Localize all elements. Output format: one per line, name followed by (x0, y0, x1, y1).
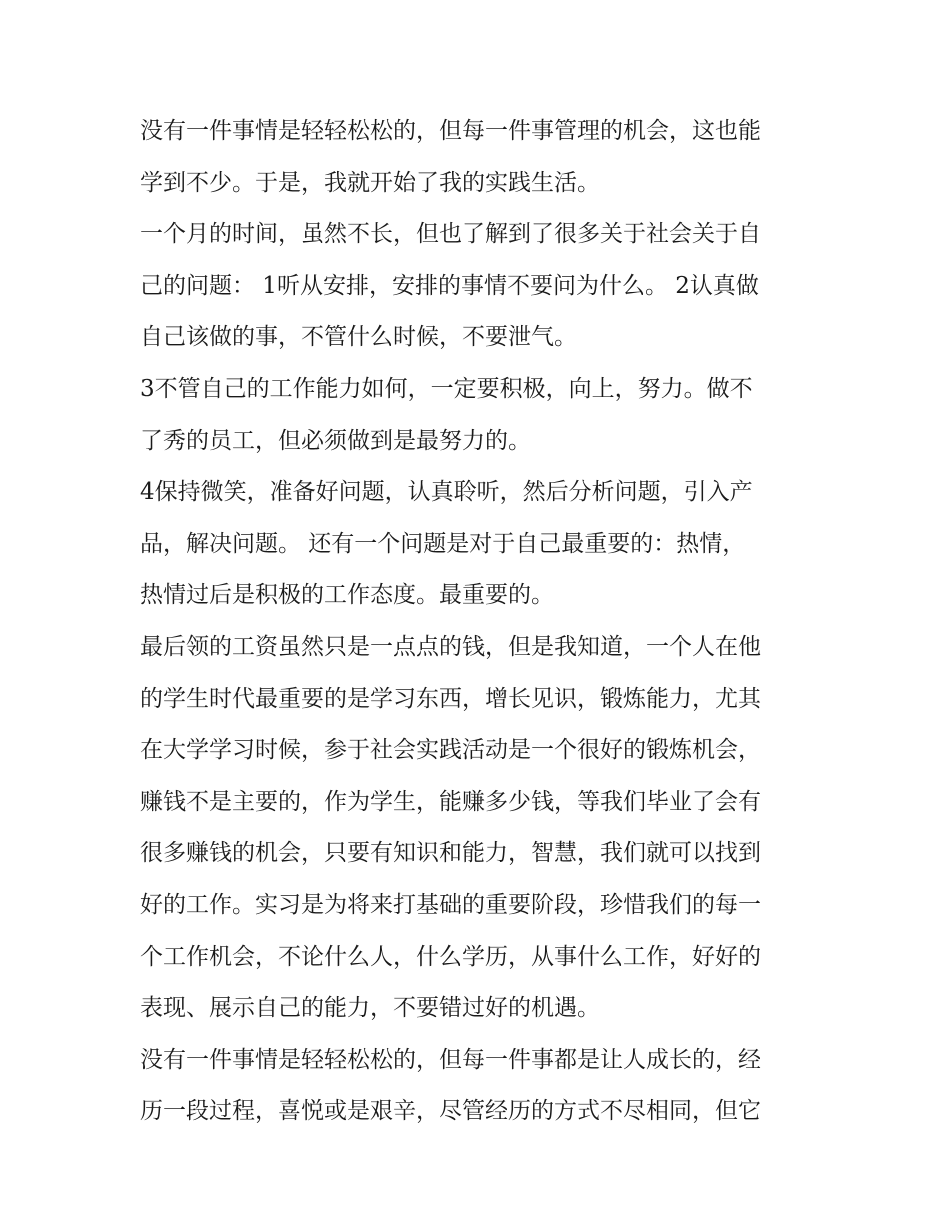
text-line: 好的工作。实习是为将来打基础的重要阶段，珍惜我们的每一 (140, 891, 761, 918)
text-line: 4保持微笑，准备好问题，认真聆听，然后分析问题，引入产 (140, 479, 753, 506)
text-line: 表现、展示自己的能力，不要错过好的机遇。 (140, 995, 600, 1022)
text-line: 在大学学习时候，参于社会实践活动是一个很好的锻炼机会， (140, 737, 761, 764)
text-line: 一个月的时间，虽然不长，但也了解到了很多关于社会关于自 (140, 221, 761, 248)
text-line: 品，解决问题。 还有一个问题是对于自己最重要的：热情， (140, 530, 746, 557)
text-line: 赚钱不是主要的，作为学生，能赚多少钱，等我们毕业了会有 (140, 788, 761, 815)
text-line: 历一段过程，喜悦或是艰辛，尽管经历的方式不尽相同，但它 (140, 1098, 761, 1125)
text-line: 很多赚钱的机会，只要有知识和能力，智慧，我们就可以找到 (140, 840, 761, 867)
text-line: 了秀的员工，但必须做到是最努力的。 (140, 427, 531, 454)
text-line: 个工作机会，不论什么人，什么学历，从事什么工作，好好的 (140, 943, 761, 970)
text-line: 自己该做的事，不管什么时候，不要泄气。 (140, 324, 577, 351)
text-line: 最后领的工资虽然只是一点点的钱，但是我知道，一个人在他 (140, 633, 761, 660)
text-line: 3不管自己的工作能力如何，一定要积极，向上，努力。做不 (140, 375, 753, 402)
text-line: 没有一件事情是轻轻松松的，但每一件事都是让人成长的，经 (140, 1046, 761, 1073)
text-line: 的学生时代最重要的是学习东西，增长见识，锻炼能力，尤其 (140, 685, 761, 712)
body-text (140, 106, 820, 1138)
text-line: 学到不少。于是，我就开始了我的实践生活。 (140, 169, 600, 196)
text-line: 没有一件事情是轻轻松松的，但每一件事管理的机会，这也能 (140, 118, 761, 144)
text-line: 热情过后是积极的工作态度。最重要的。 (140, 582, 554, 609)
text-line: 己的问题： 1听从安排，安排的事情不要问为什么。 2认真做 (140, 272, 759, 299)
